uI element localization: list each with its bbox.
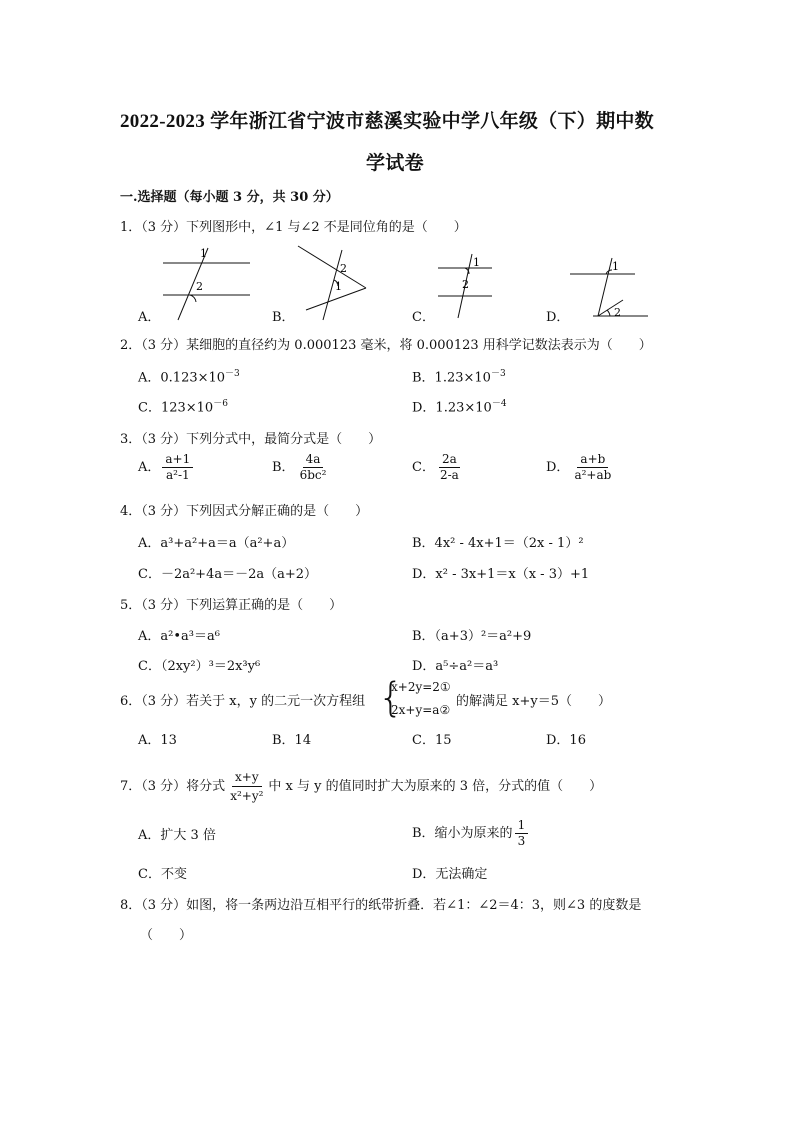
- question-1-option-c: C．: [412, 310, 435, 325]
- fraction: $\frac{a+1}{\text{a²-1}}$: [162, 452, 193, 483]
- exam-title-line2: 学试卷: [366, 153, 424, 174]
- figure-b: [298, 246, 366, 320]
- question-7-line: 7．（3 分）将分式 $\frac{x+y}{\text{x²+y²}}$ 中 x 与 y 的值同时扩大为原来的 3 倍，分式的值（ ）: [120, 770, 603, 803]
- question-4-option-d: D．x² - 3x+1＝x（x - 3）+1: [412, 567, 590, 582]
- fig-a-label-2: 2: [196, 280, 203, 293]
- question-3-option-b: B． $\frac{4a}{\text{6bc²}}$: [272, 452, 331, 483]
- exam-title-line1: 2022-2023 学年浙江省宁波市慈溪实验中学八年级（下）期中数: [120, 111, 654, 132]
- question-7-option-c: C．不变: [138, 867, 187, 882]
- question-7-option-a: A．扩大 3 倍: [138, 828, 216, 843]
- question-6-text-post: 的解满足 x+y＝5（ ）: [456, 694, 611, 709]
- fraction: $\frac{4a}{\text{6bc²}}$: [299, 452, 327, 482]
- question-1-option-a: A．: [138, 310, 161, 325]
- question-4-option-c: C．－2a²+4a＝－2a（a+2）: [138, 567, 318, 582]
- question-6-option-b: B．14: [272, 733, 312, 748]
- question-1-figures: [120, 240, 680, 326]
- question-5-option-c: C．（2xy²）³＝2x³y⁶: [138, 659, 261, 674]
- question-6-option-a: A．13: [138, 733, 177, 748]
- fig-a-label-1: 1: [200, 247, 207, 260]
- question-6-equation-1: x+2y=2①: [391, 680, 451, 694]
- question-1-text: 1．（3 分）下列图形中，∠1 与∠2 不是同位角的是（ ）: [120, 220, 467, 235]
- question-6-equation-2: 2x+y=a②: [391, 703, 451, 717]
- question-5-option-d: D．a⁵÷a²＝a³: [412, 659, 499, 674]
- question-2-option-a: A．$0.123\times 10^{-3}$: [138, 369, 240, 386]
- question-6-option-d: D．16: [546, 733, 586, 748]
- fraction: $\frac{2a}{2-a}$: [439, 452, 459, 482]
- question-5-option-a: A．a²•a³＝a⁶: [138, 629, 220, 644]
- fig-b-label-1: 1: [335, 280, 342, 293]
- question-3-option-c: C． $\frac{2a}{2-a}$: [412, 452, 464, 483]
- question-4-option-a: A．a³+a²+a＝a（a²+a）: [138, 536, 295, 551]
- fig-d-label-2: 2: [614, 306, 621, 319]
- fig-d-label-1: 1: [612, 260, 619, 273]
- question-3-option-a: A． $\frac{a+1}{\text{a²-1}}$: [138, 452, 195, 483]
- question-7-option-b: B．缩小为原来的 $\frac{1}{3}$: [412, 818, 530, 849]
- fraction: $\frac{a+b}{\text{a²+ab}}$: [574, 452, 612, 482]
- question-4-text: 4．（3 分）下列因式分解正确的是（ ）: [120, 504, 369, 519]
- figure-a: [163, 247, 250, 320]
- question-2-text: 2．（3 分）某细胞的直径约为 0.000123 毫米，将 0.000123 用科学记数法表示为（ ）: [120, 338, 652, 353]
- fraction: $\frac{1}{3}$: [515, 818, 529, 849]
- question-8-answer-blank: （ ）: [140, 928, 193, 943]
- question-4-option-b: B．4x² - 4x+1＝（2x - 1）²: [412, 536, 584, 551]
- question-7-option-d: D．无法确定: [412, 867, 488, 882]
- question-5-option-b: B．（a+3）²＝a²+9: [412, 629, 532, 644]
- question-1-option-b: B．: [272, 310, 295, 325]
- fig-c-label-1: 1: [473, 256, 480, 269]
- question-5-text: 5．（3 分）下列运算正确的是（ ）: [120, 598, 343, 613]
- question-1-option-d: D．: [546, 310, 570, 325]
- question-3-text: 3．（3 分）下列分式中，最简分式是（ ）: [120, 432, 382, 447]
- question-2-option-d: D．$1.23\times 10^{-4}$: [412, 399, 507, 416]
- fig-b-label-2: 2: [340, 262, 347, 275]
- question-6-text-pre: 6．（3 分）若关于 x，y 的二元一次方程组: [120, 694, 366, 709]
- left-brace-icon: {: [378, 675, 404, 721]
- figure-d: [570, 258, 648, 319]
- section-heading: 一.选择题（每小题 3 分，共 30 分）: [120, 190, 339, 205]
- question-2-option-c: C．$123\times 10^{-6}$: [138, 399, 228, 416]
- figure-c: [438, 254, 492, 318]
- question-3-option-d: D． $\frac{a+b}{\text{a²+ab}}$: [546, 452, 616, 483]
- question-8-text: 8．（3 分）如图，将一条两边沿互相平行的纸带折叠．若∠1：∠2＝4：3，则∠3 的度数是: [120, 898, 642, 913]
- fraction: $\frac{x+y}{\text{x²+y²}}$: [230, 770, 264, 803]
- question-6-option-c: C．15: [412, 733, 452, 748]
- question-2-option-b: B．$1.23\times 10^{-3}$: [412, 369, 506, 386]
- fig-c-label-2: 2: [462, 278, 469, 291]
